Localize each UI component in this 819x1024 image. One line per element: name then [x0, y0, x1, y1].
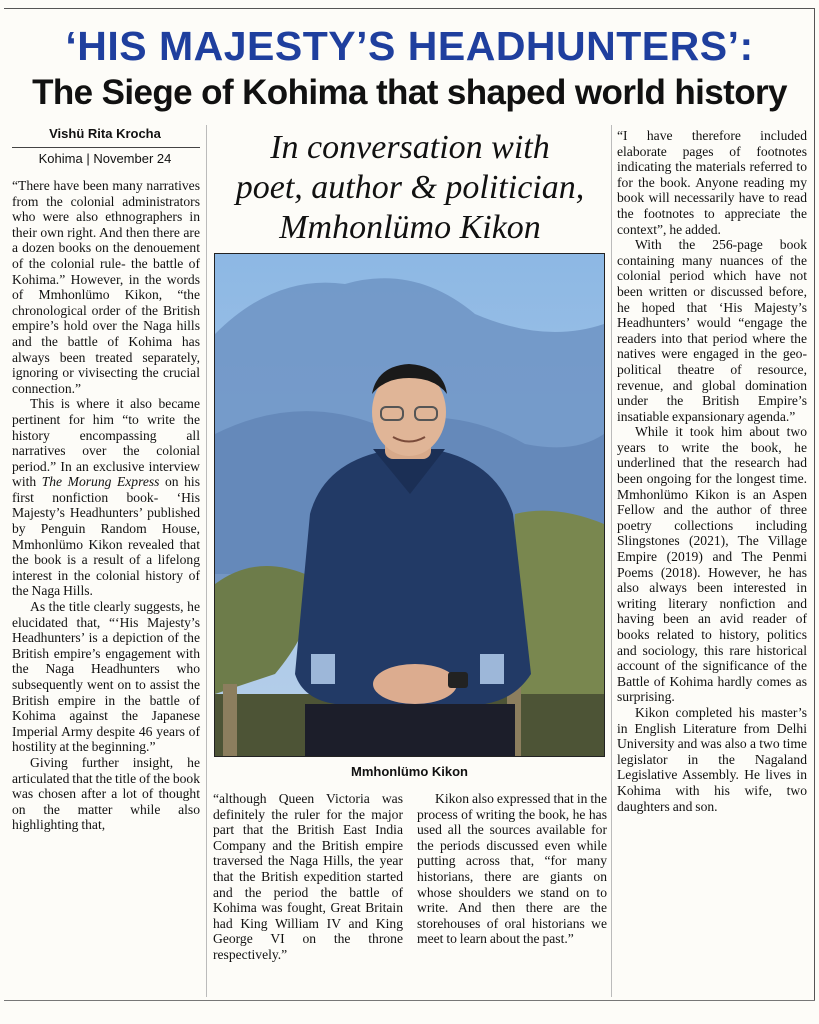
article-column-3 — [617, 128, 807, 814]
article-column-2a — [213, 791, 403, 963]
paragraph: While it took him about two years to write the book, he underlined that the research had been ongoing for the longest time. Mmhonlümo Kikon is an Aspen Fellow and the author of three poetry collections including Slingstones (2021), The Village Empire (2019) and The Penmi Poems (2018). However, he has also always been interested in writing literary nonfiction and having been an avid reader of books related to history, politics and sociology, this rare historical account of the significance of the Battle of Kohima hardly comes as surprising. — [617, 424, 807, 705]
author-byline: Vishü Rita Krocha — [49, 126, 161, 141]
paragraph: “I have therefore included elaborate pages of footnotes indicating the materials referred to for the book. Anyone reading my book will necessarily have to read the footnotes to appreciate the context”, he added. — [617, 128, 807, 237]
paragraph: Giving further insight, he articulated that the title of the book was chosen after a lot of thought on the matter while also highlighting that, — [12, 754, 201, 833]
paragraph: Kikon also expressed that in the process of writing the book, he has used all the sources available for the periods discussed even while putting across that, “for many historians, there are giants on whose shoulders we stand on to write. And then there are the storehouses of oral historians we meet to learn about the past.” — [417, 791, 607, 947]
paragraph: “although Queen Victoria was definitely the ruler for the major part that the British East India Company and the British empire traversed the Naga Hills, the year that the British expedition started and the period the battle of Kohima was fought, Great Britain had King William IV and King George VI on the throne respectively.” — [213, 791, 403, 962]
portrait-photo — [214, 253, 605, 757]
column-divider-1 — [206, 125, 207, 997]
top-border — [4, 8, 815, 9]
paragraph: As the title clearly suggests, he elucidated that, “‘His Majesty’s Headhunters’ is a depiction of the British empire’s engagement with the Naga Headhunters who subsequently went on to assist the British empire in the battle of Kohima against the Japanese Imperial Army despite 46 years of hostility at the beginning.” — [12, 599, 200, 755]
headline-kicker: ‘HIS MAJESTY’S HEADHUNTERS’: — [65, 23, 754, 69]
publication-name: The Morung Express — [41, 474, 160, 490]
article-column-2b — [417, 791, 607, 947]
column-divider-2 — [611, 125, 612, 997]
pull-quote: In conversation with poet, author & politician, Mmhonlümo Kikon — [235, 129, 585, 246]
paragraph: Kikon completed his master’s in English Literature from Delhi University and was also a two time legislator in the Nagaland Legislative Assembly. He lives in Kohima with his wife, two daughters and son. — [617, 704, 807, 814]
right-border — [814, 8, 815, 1000]
dateline: Kohima | November 24 — [38, 151, 172, 166]
article-column-1 — [12, 178, 200, 833]
byline-divider — [12, 147, 200, 148]
paragraph: With the 256-page book containing many nuances of the colonial period which have not been written or discussed before, he hoped that ‘His Majesty’s Headhunters’ would “engage the readers into that period where the natives were engaged in the geo-political theatre of resource, revenue, and global domination under the British Empire’s insatiable expansionary agenda.” — [617, 237, 807, 424]
photo-caption: Mmhonlümo Kikon — [351, 764, 468, 779]
paragraph: This is where it also became pertinent for him “to write the history encompassing all narratives over the colonial period.” In an exclusive interview with The Morung Express on his first nonfiction book- ‘His Majesty’s Headhunters’ published by Penguin Random House, Mmhonlümo Kikon revealed that the book is a result of a lifelong interest in the colonial history of the Naga Hills. — [12, 396, 200, 599]
headline-main: The Siege of Kohima that shaped world history — [32, 73, 787, 112]
paragraph: “There have been many narratives from the colonial administrators who were also ethnographers in their own right. And then there are a dozen books on the denouement of the colonial rule- the battle of Kohima.” However, in the words of Mmhonlümo Kikon, “the chronological order of the British empire’s hold over the Naga hills and the battle of Kohima has always been treated separately, ignoring or vivisecting the crucial connection.” — [12, 178, 200, 396]
bottom-border — [4, 1000, 815, 1001]
